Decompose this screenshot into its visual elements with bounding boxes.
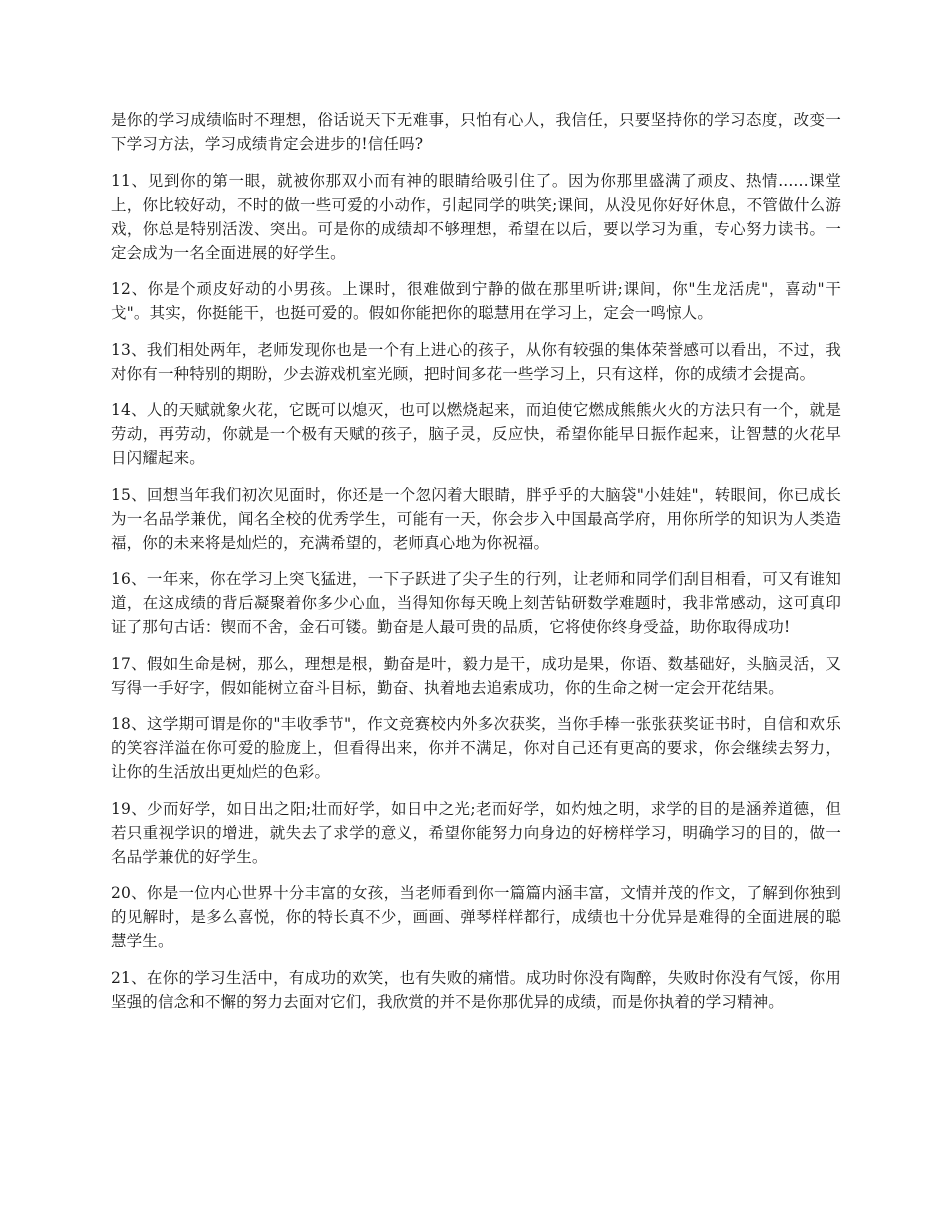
paragraph-11: 11、见到你的第一眼，就被你那双小而有神的眼睛给吸引住了。因为你那里盛满了顽皮、热情......课堂上，你比较好动，不时的做一些可爱的小动作，引起同学的哄笑;课间，从没见你好好休息，不管做什么游戏，你总是特别活泼、突出。可是你的成绩却不够理想，希望在以后，要以学习为重，专心努力读书。一定会成为一名全面进展的好学生。 — [111, 171, 841, 262]
document-body — [111, 108, 841, 1026]
paragraph-15: 15、回想当年我们初次见面时，你还是一个忽闪着大眼睛，胖乎乎的大脑袋"小娃娃"，转眼间，你已成长为一名品学兼优，闻名全校的优秀学生，可能有一天，你会步入中国最高学府，用你所学的知识为人类造福，你的未来将是灿烂的，充满希望的，老师真心地为你祝福。 — [111, 485, 841, 552]
paragraph-16: 16、一年来，你在学习上突飞猛进，一下子跃进了尖子生的行列，让老师和同学们刮目相看，可又有谁知道，在这成绩的背后凝聚着你多少心血，当得知你每天晚上刻苦钻研数学难题时，我非常感动，这可真印证了那句古话：锲而不舍，金石可镂。勤奋是人最可贵的品质，它将使你终身受益，助你取得成功! — [111, 570, 841, 636]
paragraph-17: 17、假如生命是树，那么，理想是根，勤奋是叶，毅力是干，成功是果，你语、数基础好，头脑灵活，又写得一手好字，假如能树立奋斗目标，勤奋、执着地去追索成功，你的生命之树一定会开花结果。 — [111, 654, 841, 697]
paragraph-21: 21、在你的学习生活中，有成功的欢笑，也有失败的痛惜。成功时你没有陶醉，失败时你没有气馁，你用坚强的信念和不懈的努力去面对它们，我欣赏的并不是你那优异的成绩，而是你执着的学习精神。 — [111, 968, 841, 1011]
paragraph-18: 18、这学期可谓是你的"丰收季节"，作文竞赛校内外多次获奖，当你手棒一张张获奖证书时，自信和欢乐的笑容洋溢在你可爱的脸庞上，但看得出来，你并不满足，你对自己还有更高的要求，你会继续去努力，让你的生活放出更灿烂的色彩。 — [111, 715, 841, 781]
paragraph-14: 14、人的天赋就象火花，它既可以熄灭，也可以燃烧起来，而迫使它燃成熊熊火火的方法只有一个，就是劳动，再劳动，你就是一个极有天赋的孩子，脑子灵，反应快，希望你能早日振作起来，让智慧的火花早日闪耀起来。 — [111, 401, 841, 467]
paragraph-continuation: 是你的学习成绩临时不理想，俗话说天下无难事，只怕有心人，我信任，只要坚持你的学习态度，改变一下学习方法，学习成绩肯定会进步的!信任吗? — [111, 111, 841, 153]
paragraph-20: 20、你是一位内心世界十分丰富的女孩，当老师看到你一篇篇内涵丰富，文情并茂的作文，了解到你独到的见解时，是多么喜悦，你的特长真不少，画画、弹琴样样都行，成绩也十分优异是难得的全面进展的聪慧学生。 — [111, 884, 841, 950]
paragraph-19: 19、少而好学，如日出之阳;壮而好学，如日中之光;老而好学，如灼烛之明，求学的目的是涵养道德，但若只重视学识的增进，就失去了求学的意义，希望你能努力向身边的好榜样学习，明确学习的目的，做一名品学兼优的好学生。 — [111, 799, 841, 866]
paragraph-12: 12、你是个顽皮好动的小男孩。上课时，很难做到宁静的做在那里听讲;课间，你"生龙活虎"，喜动"干戈"。其实，你挺能干，也挺可爱的。假如你能把你的聪慧用在学习上，定会一鸣惊人。 — [111, 280, 841, 322]
paragraph-13: 13、我们相处两年，老师发现你也是一个有上进心的孩子，从你有较强的集体荣誉感可以看出，不过，我对你有一种特别的期盼，少去游戏机室光顾，把时间多花一些学习上，只有这样，你的成绩才会提高。 — [111, 340, 841, 383]
